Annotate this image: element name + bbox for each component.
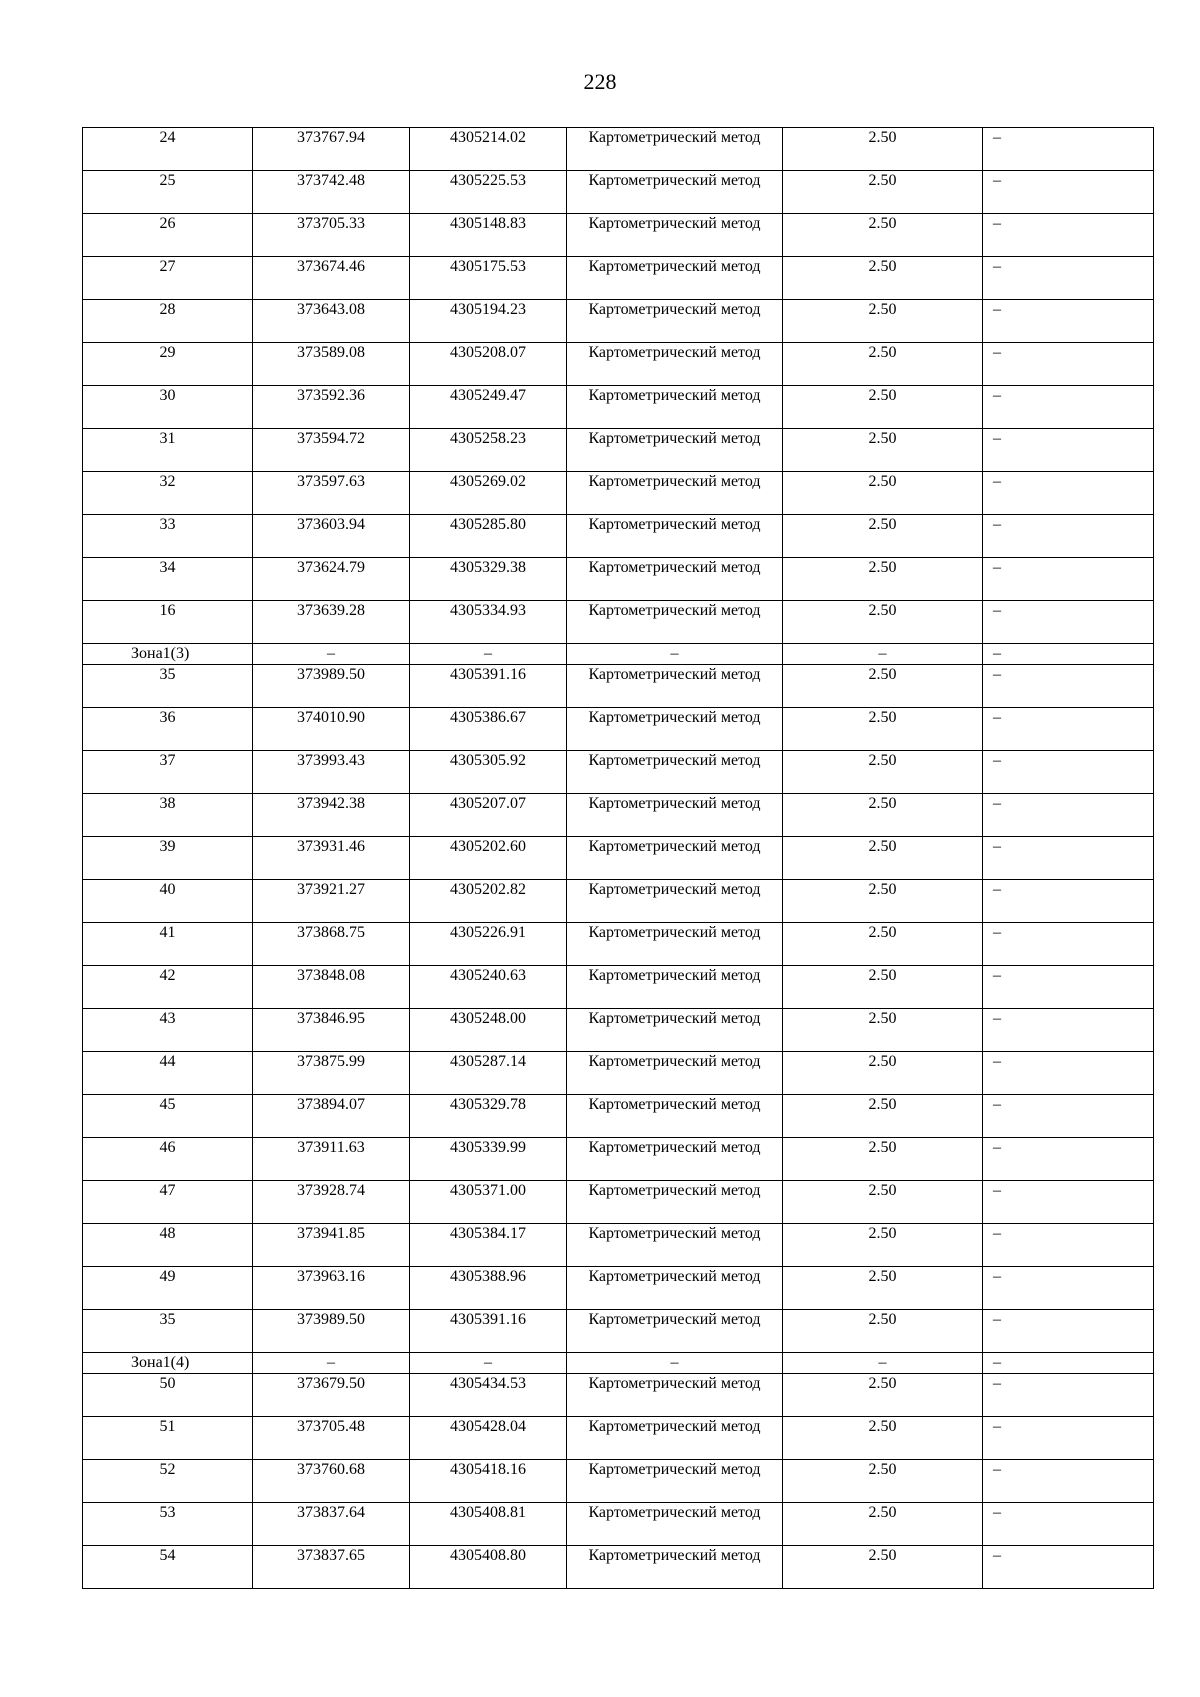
method-cell: Картометрический метод [567, 1374, 783, 1417]
note-cell: – [983, 601, 1154, 644]
y-coordinate-cell: 4305148.83 [410, 214, 567, 257]
table-row [83, 214, 1154, 257]
note-cell: – [983, 966, 1154, 1009]
x-coordinate-cell: 373767.94 [253, 128, 410, 171]
method-cell: Картометрический метод [567, 880, 783, 923]
accuracy-cell: 2.50 [783, 837, 983, 880]
accuracy-cell: 2.50 [783, 386, 983, 429]
x-coordinate-cell: 373639.28 [253, 601, 410, 644]
accuracy-cell: 2.50 [783, 515, 983, 558]
accuracy-cell: 2.50 [783, 1503, 983, 1546]
y-coordinate-cell: 4305175.53 [410, 257, 567, 300]
zone-header-row [83, 644, 1154, 665]
point-number-cell: 30 [83, 386, 253, 429]
y-coordinate-cell: 4305334.93 [410, 601, 567, 644]
x-coordinate-cell: 373624.79 [253, 558, 410, 601]
note-cell: – [983, 1009, 1154, 1052]
note-cell: – [983, 1224, 1154, 1267]
accuracy-cell: 2.50 [783, 1181, 983, 1224]
point-number-cell: 31 [83, 429, 253, 472]
accuracy-cell: 2.50 [783, 1310, 983, 1353]
table-row [83, 1310, 1154, 1353]
point-number-cell: 52 [83, 1460, 253, 1503]
y-coordinate-cell: 4305240.63 [410, 966, 567, 1009]
table-row [83, 515, 1154, 558]
note-cell: – [983, 214, 1154, 257]
point-number-cell: 34 [83, 558, 253, 601]
table-row [83, 300, 1154, 343]
note-cell: – [983, 794, 1154, 837]
x-coordinate-cell: 373848.08 [253, 966, 410, 1009]
x-coordinate-cell: 373837.64 [253, 1503, 410, 1546]
method-cell: Картометрический метод [567, 300, 783, 343]
method-cell: Картометрический метод [567, 1310, 783, 1353]
accuracy-cell: 2.50 [783, 257, 983, 300]
point-number-cell: 40 [83, 880, 253, 923]
accuracy-cell: 2.50 [783, 472, 983, 515]
method-cell: Картометрический метод [567, 1224, 783, 1267]
table-row [83, 429, 1154, 472]
table-row [83, 923, 1154, 966]
accuracy-cell: 2.50 [783, 214, 983, 257]
accuracy-cell: 2.50 [783, 923, 983, 966]
x-coordinate-cell: 373594.72 [253, 429, 410, 472]
table-row [83, 880, 1154, 923]
accuracy-cell: – [783, 644, 983, 665]
note-cell: – [983, 1138, 1154, 1181]
x-coordinate-cell: 373705.48 [253, 1417, 410, 1460]
note-cell: – [983, 1374, 1154, 1417]
method-cell: Картометрический метод [567, 1546, 783, 1589]
table-row [83, 1224, 1154, 1267]
note-cell: – [983, 1310, 1154, 1353]
method-cell: Картометрический метод [567, 472, 783, 515]
x-coordinate-cell: 373931.46 [253, 837, 410, 880]
point-number-cell: 28 [83, 300, 253, 343]
y-coordinate-cell: – [410, 1353, 567, 1374]
method-cell: Картометрический метод [567, 837, 783, 880]
point-number-cell: 27 [83, 257, 253, 300]
point-number-cell: 32 [83, 472, 253, 515]
point-number-cell: 54 [83, 1546, 253, 1589]
y-coordinate-cell: 4305391.16 [410, 1310, 567, 1353]
y-coordinate-cell: 4305287.14 [410, 1052, 567, 1095]
x-coordinate-cell: 373705.33 [253, 214, 410, 257]
x-coordinate-cell: 373963.16 [253, 1267, 410, 1310]
table-row [83, 171, 1154, 214]
y-coordinate-cell: 4305329.78 [410, 1095, 567, 1138]
y-coordinate-cell: 4305285.80 [410, 515, 567, 558]
x-coordinate-cell: 373941.85 [253, 1224, 410, 1267]
y-coordinate-cell: 4305226.91 [410, 923, 567, 966]
point-number-cell: 45 [83, 1095, 253, 1138]
accuracy-cell: 2.50 [783, 128, 983, 171]
method-cell: Картометрический метод [567, 966, 783, 1009]
y-coordinate-cell: 4305329.38 [410, 558, 567, 601]
x-coordinate-cell: 373911.63 [253, 1138, 410, 1181]
table-row [83, 1095, 1154, 1138]
note-cell: – [983, 1546, 1154, 1589]
table-row [83, 837, 1154, 880]
note-cell: – [983, 1503, 1154, 1546]
accuracy-cell: 2.50 [783, 966, 983, 1009]
y-coordinate-cell: 4305258.23 [410, 429, 567, 472]
x-coordinate-cell: 373868.75 [253, 923, 410, 966]
table-row [83, 1546, 1154, 1589]
point-number-cell: 42 [83, 966, 253, 1009]
x-coordinate-cell: 373760.68 [253, 1460, 410, 1503]
point-number-cell: 44 [83, 1052, 253, 1095]
table-row [83, 386, 1154, 429]
method-cell: Картометрический метод [567, 1052, 783, 1095]
accuracy-cell: 2.50 [783, 1052, 983, 1095]
y-coordinate-cell: 4305269.02 [410, 472, 567, 515]
note-cell: – [983, 1353, 1154, 1374]
table-row [83, 128, 1154, 171]
accuracy-cell: 2.50 [783, 794, 983, 837]
x-coordinate-cell: 373921.27 [253, 880, 410, 923]
accuracy-cell: 2.50 [783, 1224, 983, 1267]
coordinates-table-body [83, 128, 1154, 1589]
table-row [83, 966, 1154, 1009]
point-number-cell: 43 [83, 1009, 253, 1052]
x-coordinate-cell: – [253, 1353, 410, 1374]
point-number-cell: 33 [83, 515, 253, 558]
note-cell: – [983, 1460, 1154, 1503]
note-cell: – [983, 1267, 1154, 1310]
method-cell: Картометрический метод [567, 1095, 783, 1138]
method-cell: Картометрический метод [567, 1417, 783, 1460]
y-coordinate-cell: 4305202.82 [410, 880, 567, 923]
y-coordinate-cell: 4305305.92 [410, 751, 567, 794]
y-coordinate-cell: 4305418.16 [410, 1460, 567, 1503]
accuracy-cell: 2.50 [783, 343, 983, 386]
note-cell: – [983, 257, 1154, 300]
method-cell: Картометрический метод [567, 1503, 783, 1546]
y-coordinate-cell: 4305207.07 [410, 794, 567, 837]
x-coordinate-cell: – [253, 644, 410, 665]
note-cell: – [983, 837, 1154, 880]
x-coordinate-cell: 373643.08 [253, 300, 410, 343]
y-coordinate-cell: 4305391.16 [410, 665, 567, 708]
point-number-cell: 49 [83, 1267, 253, 1310]
accuracy-cell: 2.50 [783, 1460, 983, 1503]
accuracy-cell: 2.50 [783, 751, 983, 794]
x-coordinate-cell: 373942.38 [253, 794, 410, 837]
accuracy-cell: 2.50 [783, 601, 983, 644]
y-coordinate-cell: 4305248.00 [410, 1009, 567, 1052]
method-cell: Картометрический метод [567, 665, 783, 708]
method-cell: Картометрический метод [567, 708, 783, 751]
method-cell: Картометрический метод [567, 171, 783, 214]
table-row [83, 1052, 1154, 1095]
note-cell: – [983, 472, 1154, 515]
y-coordinate-cell: – [410, 644, 567, 665]
method-cell: Картометрический метод [567, 1181, 783, 1224]
point-number-cell: 16 [83, 601, 253, 644]
method-cell: Картометрический метод [567, 386, 783, 429]
note-cell: – [983, 429, 1154, 472]
y-coordinate-cell: 4305214.02 [410, 128, 567, 171]
table-row [83, 1374, 1154, 1417]
accuracy-cell: 2.50 [783, 558, 983, 601]
method-cell: Картометрический метод [567, 751, 783, 794]
point-number-cell: 37 [83, 751, 253, 794]
method-cell: Картометрический метод [567, 794, 783, 837]
table-row [83, 665, 1154, 708]
note-cell: – [983, 1181, 1154, 1224]
y-coordinate-cell: 4305386.67 [410, 708, 567, 751]
point-number-cell: 48 [83, 1224, 253, 1267]
method-cell: Картометрический метод [567, 558, 783, 601]
accuracy-cell: 2.50 [783, 1546, 983, 1589]
x-coordinate-cell: 373597.63 [253, 472, 410, 515]
table-row [83, 1267, 1154, 1310]
x-coordinate-cell: 374010.90 [253, 708, 410, 751]
x-coordinate-cell: 373603.94 [253, 515, 410, 558]
x-coordinate-cell: 373928.74 [253, 1181, 410, 1224]
x-coordinate-cell: 373742.48 [253, 171, 410, 214]
point-number-cell: 35 [83, 1310, 253, 1353]
note-cell: – [983, 1417, 1154, 1460]
x-coordinate-cell: 373989.50 [253, 665, 410, 708]
note-cell: – [983, 128, 1154, 171]
table-row [83, 1009, 1154, 1052]
accuracy-cell: 2.50 [783, 1138, 983, 1181]
method-cell: Картометрический метод [567, 601, 783, 644]
accuracy-cell: 2.50 [783, 1374, 983, 1417]
zone-header-row [83, 1353, 1154, 1374]
accuracy-cell: 2.50 [783, 1009, 983, 1052]
note-cell: – [983, 515, 1154, 558]
y-coordinate-cell: 4305225.53 [410, 171, 567, 214]
x-coordinate-cell: 373993.43 [253, 751, 410, 794]
table-row [83, 601, 1154, 644]
y-coordinate-cell: 4305384.17 [410, 1224, 567, 1267]
note-cell: – [983, 644, 1154, 665]
note-cell: – [983, 1052, 1154, 1095]
method-cell: Картометрический метод [567, 343, 783, 386]
point-number-cell: 51 [83, 1417, 253, 1460]
y-coordinate-cell: 4305208.07 [410, 343, 567, 386]
method-cell: Картометрический метод [567, 1460, 783, 1503]
page-number: 228 [583, 69, 617, 94]
note-cell: – [983, 665, 1154, 708]
table-row [83, 472, 1154, 515]
note-cell: – [983, 751, 1154, 794]
method-cell: Картометрический метод [567, 257, 783, 300]
table-row [83, 751, 1154, 794]
table-row [83, 1460, 1154, 1503]
table-row [83, 257, 1154, 300]
note-cell: – [983, 558, 1154, 601]
table-row [83, 343, 1154, 386]
note-cell: – [983, 171, 1154, 214]
y-coordinate-cell: 4305249.47 [410, 386, 567, 429]
point-number-cell: 41 [83, 923, 253, 966]
note-cell: – [983, 923, 1154, 966]
x-coordinate-cell: 373674.46 [253, 257, 410, 300]
method-cell: Картометрический метод [567, 1138, 783, 1181]
accuracy-cell: 2.50 [783, 1267, 983, 1310]
method-cell: Картометрический метод [567, 1009, 783, 1052]
point-number-cell: 47 [83, 1181, 253, 1224]
point-number-cell: 35 [83, 665, 253, 708]
coordinates-table [82, 127, 1154, 1589]
table-row [83, 558, 1154, 601]
y-coordinate-cell: 4305371.00 [410, 1181, 567, 1224]
accuracy-cell: 2.50 [783, 1417, 983, 1460]
accuracy-cell: 2.50 [783, 665, 983, 708]
point-number-cell: 46 [83, 1138, 253, 1181]
method-cell: Картометрический метод [567, 429, 783, 472]
note-cell: – [983, 300, 1154, 343]
point-number-cell: 24 [83, 128, 253, 171]
accuracy-cell: 2.50 [783, 708, 983, 751]
note-cell: – [983, 1095, 1154, 1138]
point-number-cell: Зона1(3) [83, 644, 253, 665]
table-row [83, 1181, 1154, 1224]
point-number-cell: 53 [83, 1503, 253, 1546]
x-coordinate-cell: 373894.07 [253, 1095, 410, 1138]
y-coordinate-cell: 4305388.96 [410, 1267, 567, 1310]
x-coordinate-cell: 373846.95 [253, 1009, 410, 1052]
table-row [83, 1138, 1154, 1181]
x-coordinate-cell: 373592.36 [253, 386, 410, 429]
point-number-cell: 36 [83, 708, 253, 751]
table-row [83, 1503, 1154, 1546]
table-row [83, 708, 1154, 751]
y-coordinate-cell: 4305428.04 [410, 1417, 567, 1460]
method-cell: Картометрический метод [567, 1267, 783, 1310]
method-cell: – [567, 1353, 783, 1374]
point-number-cell: Зона1(4) [83, 1353, 253, 1374]
note-cell: – [983, 880, 1154, 923]
accuracy-cell: 2.50 [783, 1095, 983, 1138]
method-cell: Картометрический метод [567, 515, 783, 558]
note-cell: – [983, 708, 1154, 751]
table-row [83, 794, 1154, 837]
method-cell: Картометрический метод [567, 214, 783, 257]
x-coordinate-cell: 373989.50 [253, 1310, 410, 1353]
point-number-cell: 50 [83, 1374, 253, 1417]
y-coordinate-cell: 4305339.99 [410, 1138, 567, 1181]
point-number-cell: 26 [83, 214, 253, 257]
method-cell: Картометрический метод [567, 128, 783, 171]
accuracy-cell: 2.50 [783, 300, 983, 343]
y-coordinate-cell: 4305434.53 [410, 1374, 567, 1417]
point-number-cell: 38 [83, 794, 253, 837]
y-coordinate-cell: 4305408.80 [410, 1546, 567, 1589]
x-coordinate-cell: 373837.65 [253, 1546, 410, 1589]
accuracy-cell: 2.50 [783, 171, 983, 214]
point-number-cell: 39 [83, 837, 253, 880]
accuracy-cell: 2.50 [783, 429, 983, 472]
y-coordinate-cell: 4305408.81 [410, 1503, 567, 1546]
x-coordinate-cell: 373589.08 [253, 343, 410, 386]
x-coordinate-cell: 373679.50 [253, 1374, 410, 1417]
method-cell: – [567, 644, 783, 665]
point-number-cell: 29 [83, 343, 253, 386]
x-coordinate-cell: 373875.99 [253, 1052, 410, 1095]
note-cell: – [983, 386, 1154, 429]
accuracy-cell: – [783, 1353, 983, 1374]
y-coordinate-cell: 4305194.23 [410, 300, 567, 343]
table-row [83, 1417, 1154, 1460]
y-coordinate-cell: 4305202.60 [410, 837, 567, 880]
point-number-cell: 25 [83, 171, 253, 214]
accuracy-cell: 2.50 [783, 880, 983, 923]
note-cell: – [983, 343, 1154, 386]
method-cell: Картометрический метод [567, 923, 783, 966]
